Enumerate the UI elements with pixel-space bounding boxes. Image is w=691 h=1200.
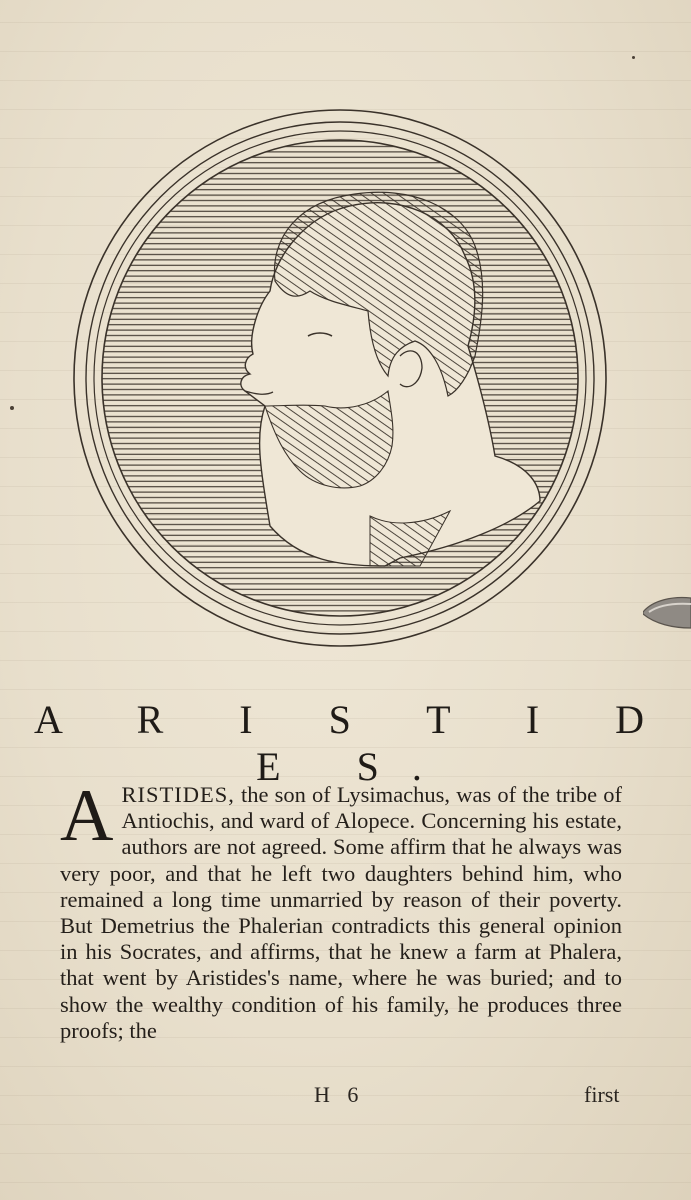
ink-speck bbox=[632, 56, 635, 59]
signature-mark: H 6 bbox=[314, 1082, 365, 1107]
metal-page-clip-icon bbox=[643, 592, 691, 636]
ink-speck bbox=[10, 406, 14, 410]
chapter-title: A R I S T I D E S. bbox=[33, 697, 678, 789]
drop-cap-letter: A bbox=[60, 775, 114, 857]
catchword: first bbox=[584, 1082, 620, 1107]
body-paragraph bbox=[60, 775, 622, 1044]
opening-capitals: RISTIDES, bbox=[121, 782, 235, 807]
paragraph-text: the son of Lysimachus, was of the tribe of Antiochis, and ward of Alopece. Concerning his estate, authors are not agreed. Some affirm that he always was very poor, and that he left two daughters behind him, who remained a long time unmarried by reason of their poverty. But Demetrius the Phalerian contradicts this general opinion in his Socrates, and affirms, that he knew a farm at Phalera, that went by Aristides's name, where he was buried; and to show the wealthy condition of his family, he produces three proofs; the bbox=[60, 782, 622, 1043]
portrait-medallion-engraving bbox=[70, 106, 610, 651]
page-footer bbox=[0, 1082, 691, 1110]
